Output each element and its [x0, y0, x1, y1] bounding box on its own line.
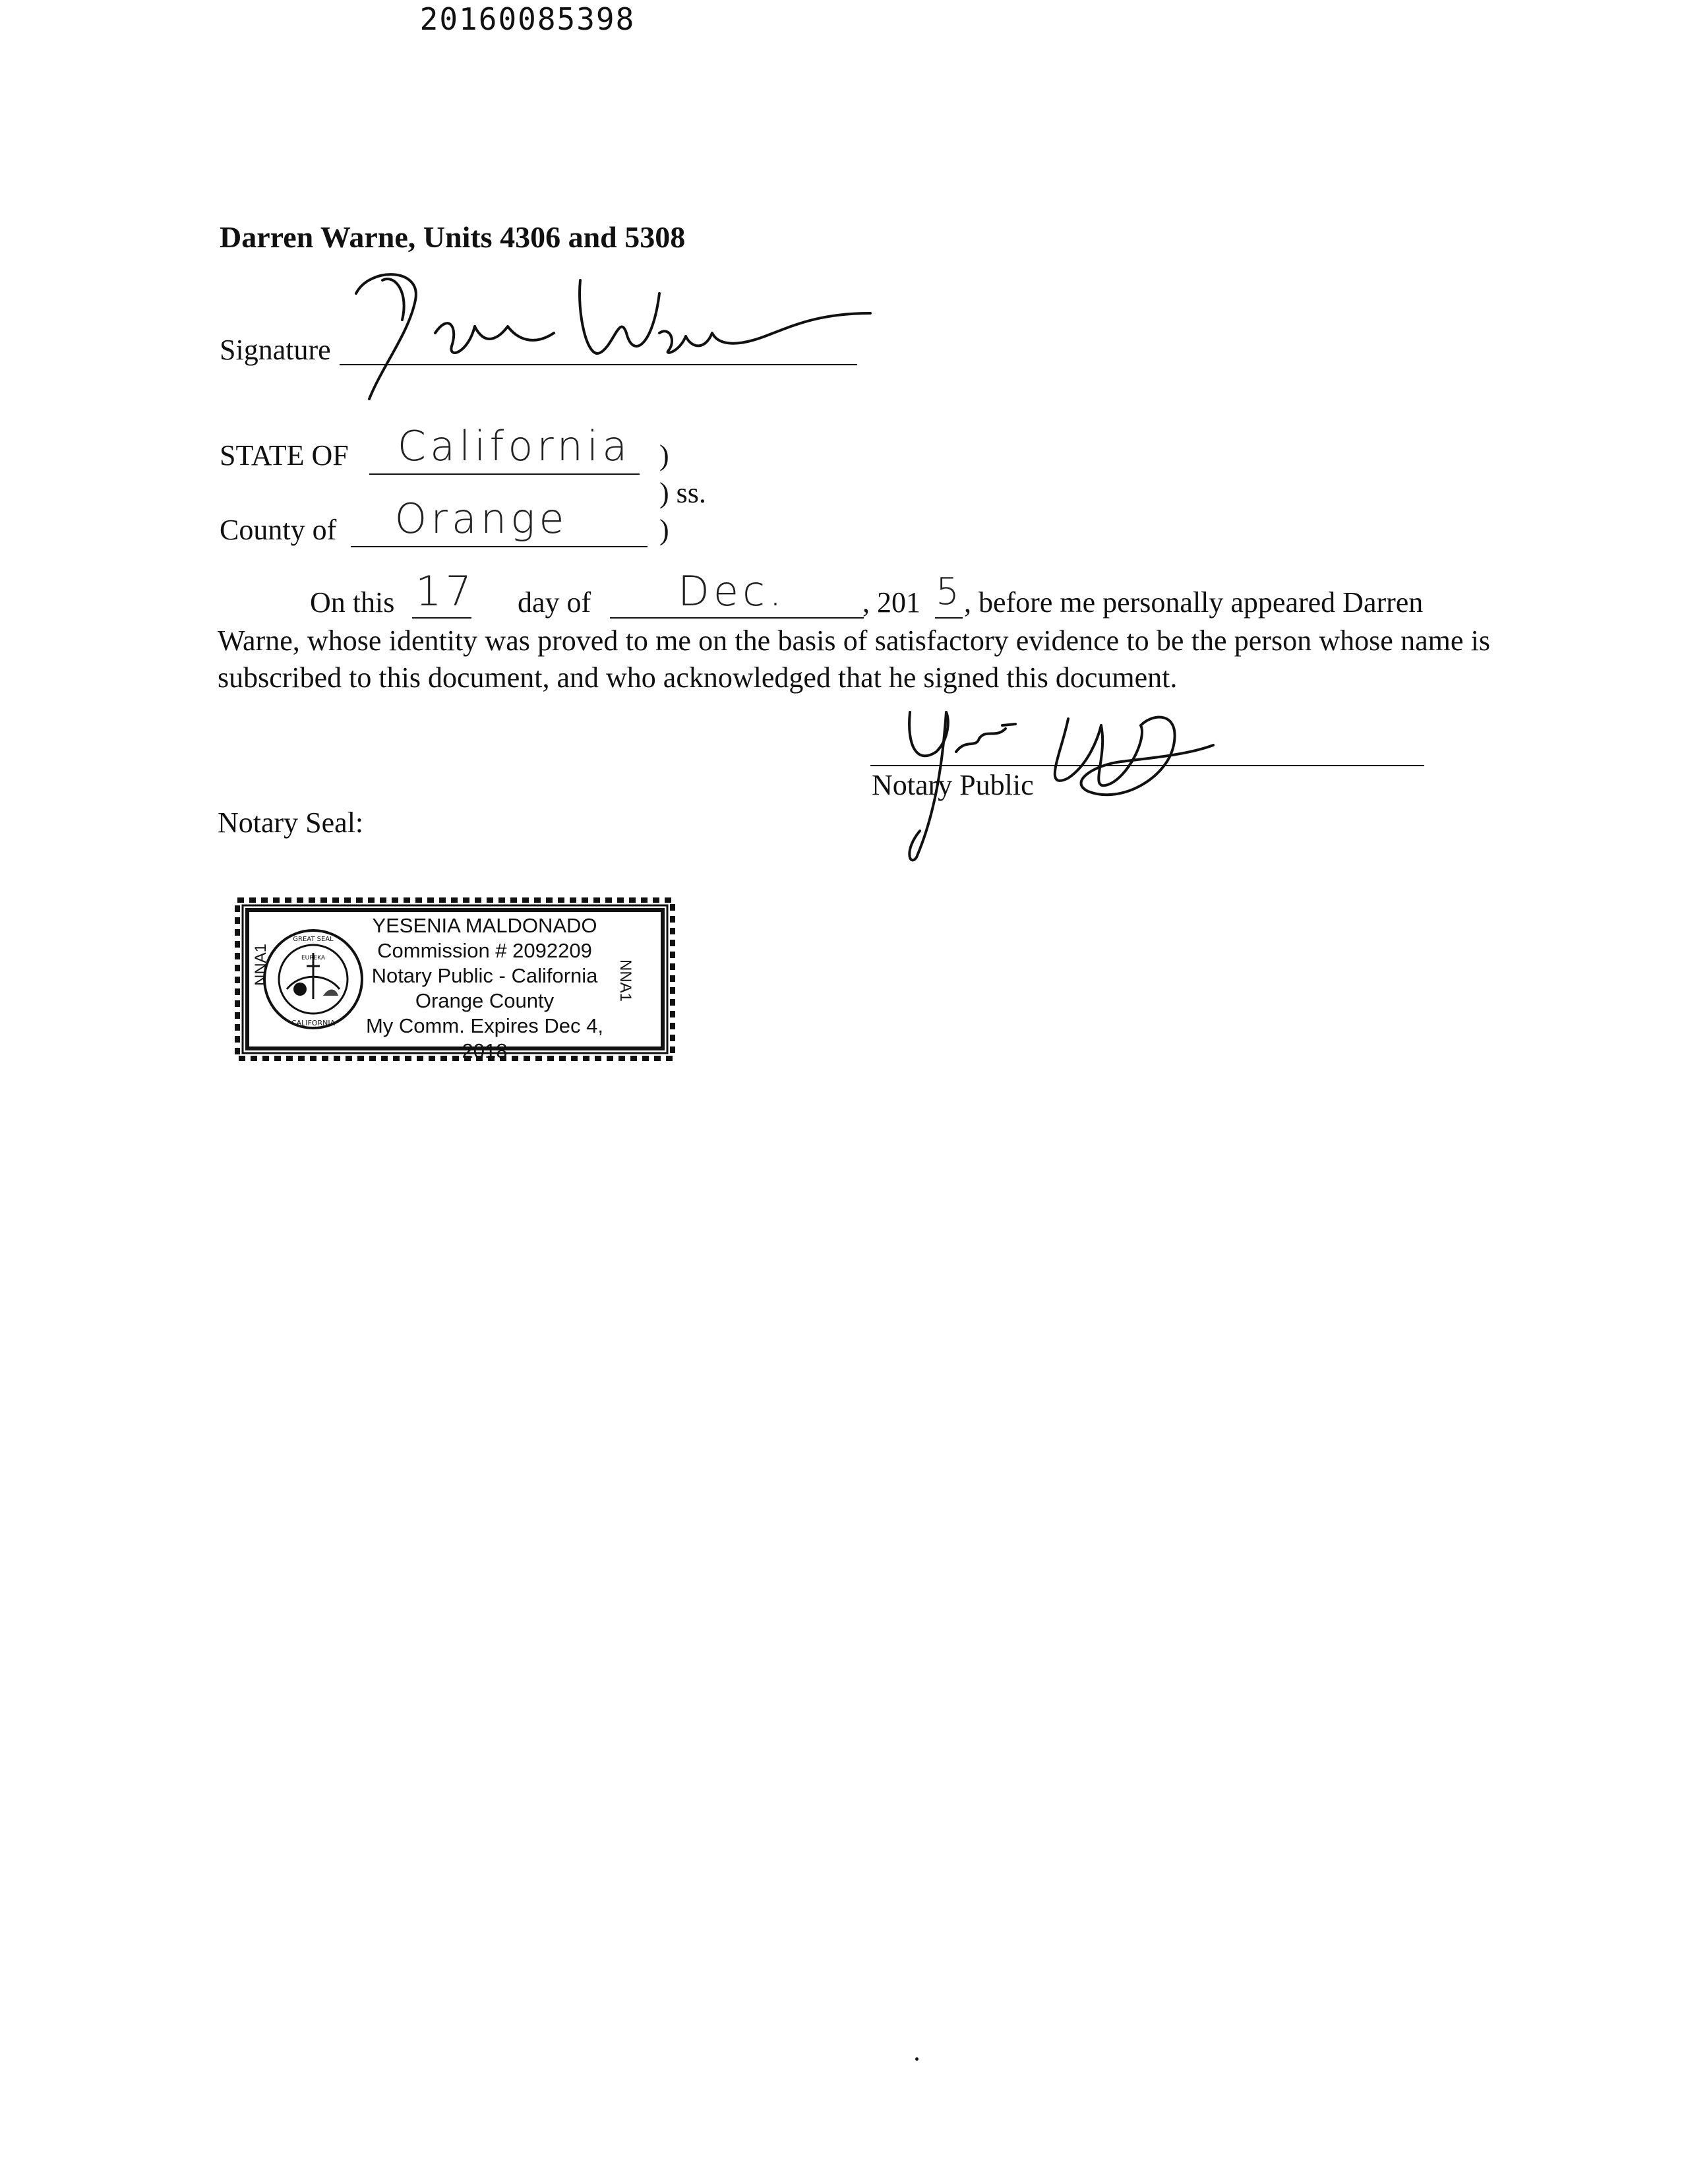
notary-signature — [870, 699, 1240, 870]
ack-day-line — [412, 617, 471, 619]
document-number: 20160085398 — [419, 1, 636, 37]
svg-text:CALIFORNIA: CALIFORNIA — [291, 1019, 336, 1027]
state-label: STATE OF — [220, 439, 349, 471]
seal-county: Orange County — [415, 989, 555, 1012]
county-line — [351, 546, 648, 547]
seal-notary-name: YESENIA MALDONADO — [372, 914, 597, 937]
ack-year-prefix: , 201 — [862, 586, 920, 619]
ack-month-value: Dec. — [678, 567, 786, 615]
county-value: Orange — [394, 495, 568, 543]
notary-public-label: Notary Public — [872, 769, 1034, 801]
seal-commission: Commission # 2092209 — [377, 939, 592, 962]
signature-label: Signature — [220, 334, 331, 366]
ack-day-value: 17 — [415, 567, 475, 615]
ss-label: ) ss. — [659, 477, 706, 509]
ack-on-this: On this — [310, 586, 395, 619]
ack-year-digit: 5 — [936, 570, 963, 613]
seal-title: Notary Public - California — [371, 964, 598, 987]
seal-expires: My Comm. Expires Dec 4, 2018 — [365, 1014, 603, 1062]
signer-heading: Darren Warne, Units 4306 and 5308 — [220, 220, 686, 254]
state-paren: ) — [659, 439, 669, 471]
county-label: County of — [220, 514, 337, 546]
scan-speck — [915, 2057, 919, 2061]
state-value: California — [397, 422, 632, 470]
ack-rest-line1: , before me personally appeared Darren — [964, 586, 1424, 619]
ack-day-of: day of — [518, 586, 591, 619]
seal-side-code-left: NNA1 — [252, 943, 270, 986]
notary-seal-label: Notary Seal: — [218, 806, 364, 839]
county-paren: ) — [659, 514, 669, 546]
notary-seal-stamp — [231, 894, 679, 1065]
signer-signature — [343, 254, 884, 412]
svg-text:EUREKA: EUREKA — [301, 955, 326, 961]
state-line — [369, 473, 640, 475]
svg-text:GREAT SEAL: GREAT SEAL — [293, 936, 334, 943]
seal-side-code-right: NNA1 — [617, 959, 634, 1002]
ack-month-line — [610, 617, 864, 619]
ack-body: Warne, whose identity was proved to me on the basis of satisfactory evidence to be the person whose name is subscribed to this document, and who acknowledged that he signed this document. — [218, 624, 1490, 694]
ack-year-line — [935, 617, 963, 619]
seal-text — [349, 913, 620, 1064]
